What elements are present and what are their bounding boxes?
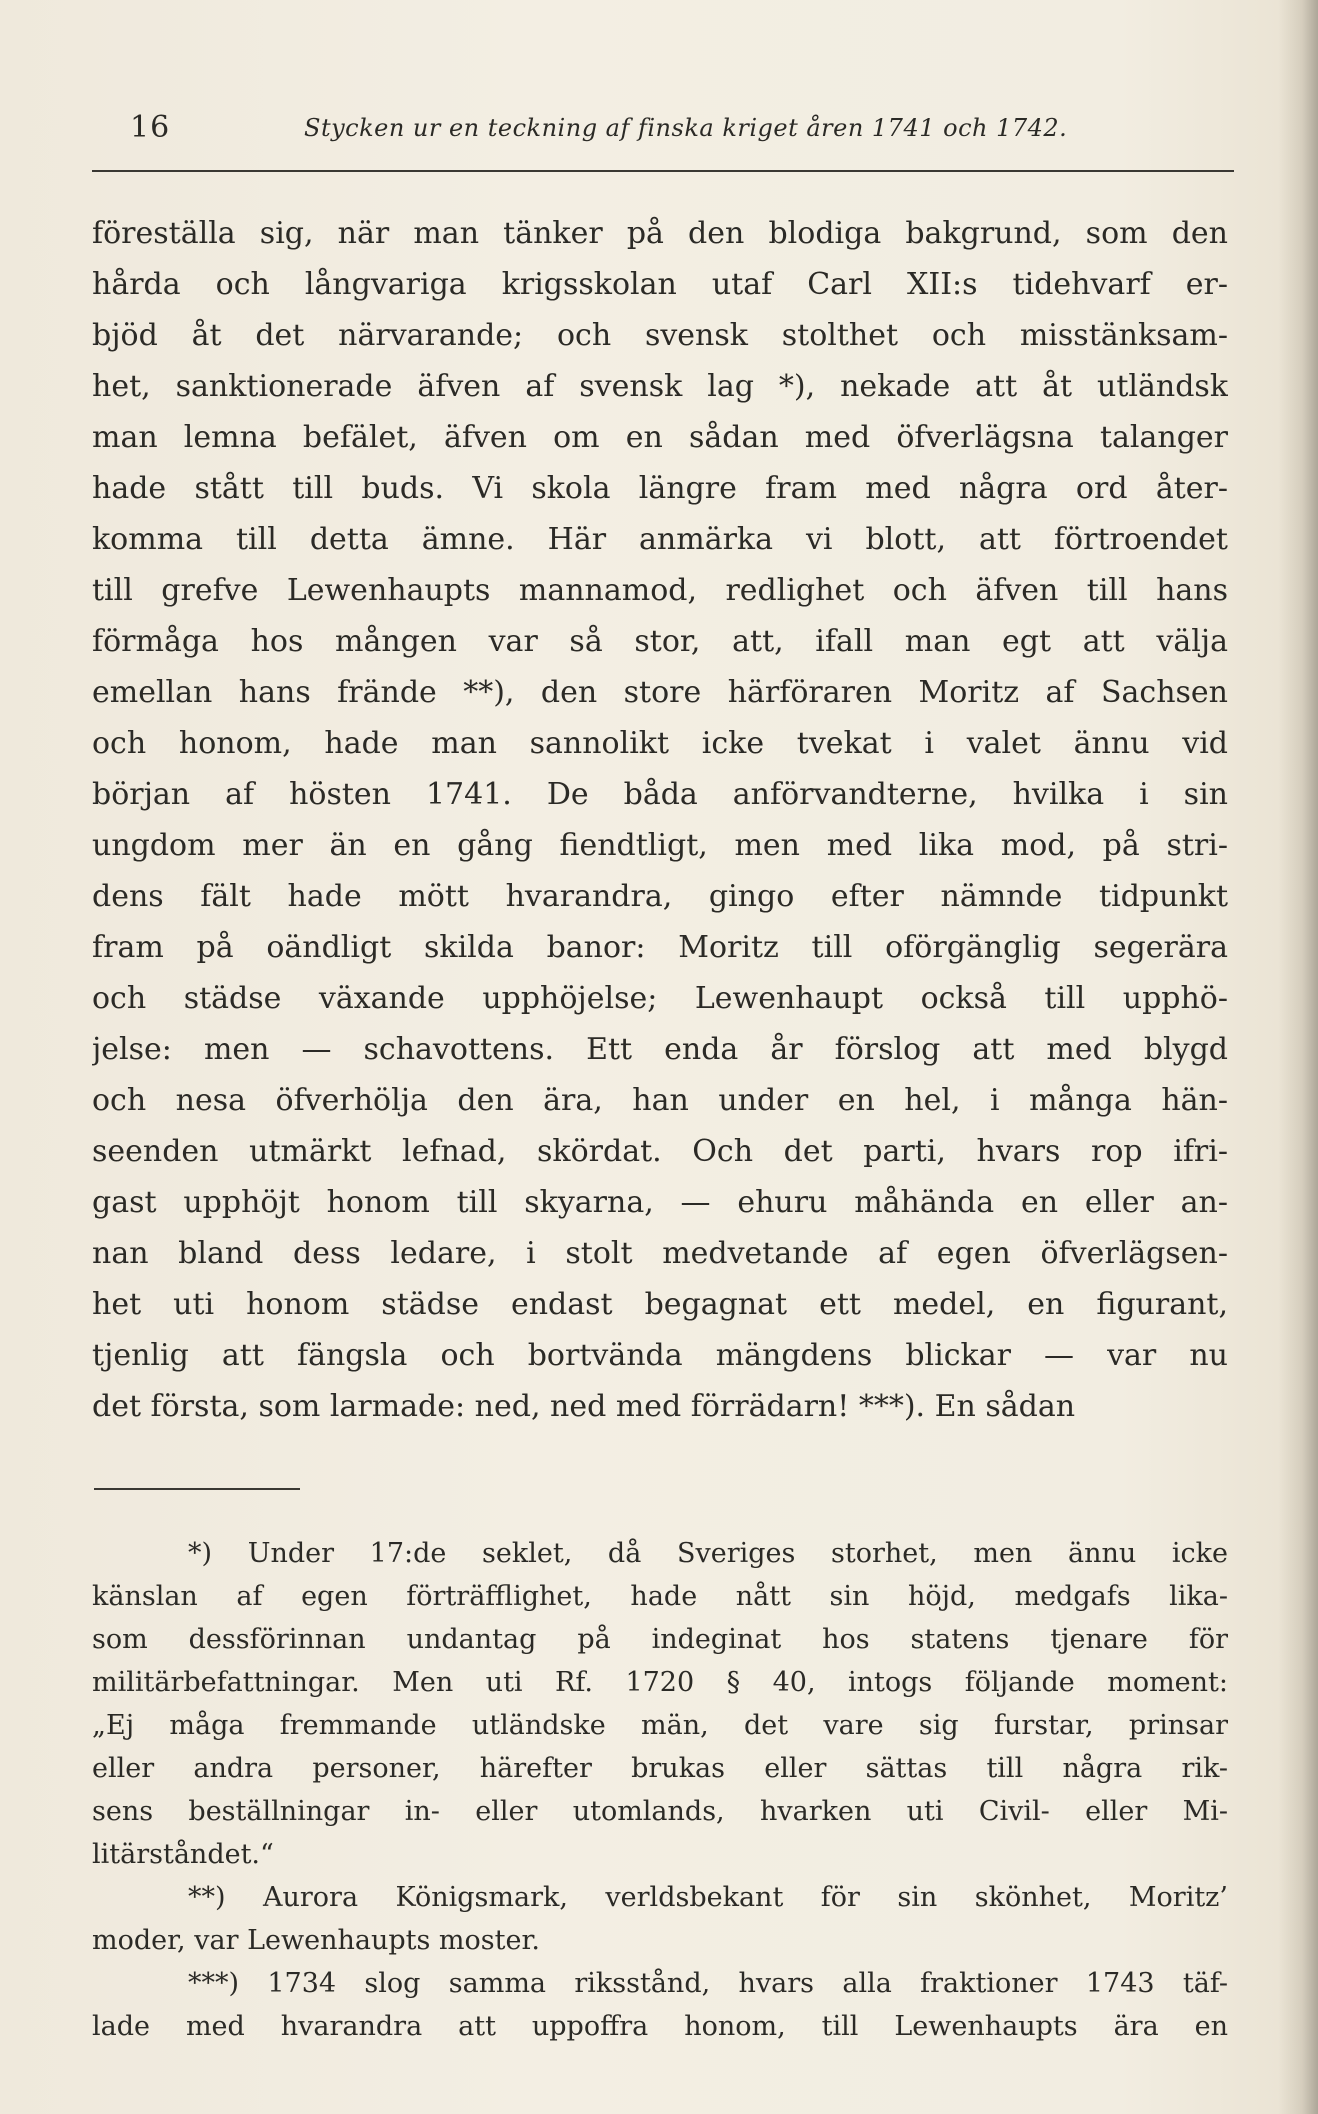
- body-line: hade stått till buds. Vi skola längre fram med några ord åter-: [92, 471, 1228, 506]
- body-line: tjenlig att fängsla och bortvända mängdens blickar — var nu: [92, 1338, 1228, 1373]
- body-line: emellan hans frände **), den store härföraren Moritz af Sachsen: [92, 675, 1228, 710]
- body-line: och honom, hade man sannolikt icke tvekat i valet ännu vid: [92, 726, 1228, 761]
- header-rule: [92, 170, 1234, 172]
- body-line: man lemna befälet, äfven om en sådan med öfverlägsna talanger: [92, 420, 1228, 455]
- body-line: gast upphöjt honom till skyarna, — ehuru måhända en eller an-: [92, 1185, 1228, 1220]
- body-line: och städse växande upphöjelse; Lewenhaupt också till upphö-: [92, 981, 1228, 1016]
- footnote-line: känslan af egen förträfflighet, hade nått sin höjd, medgafs lika-: [92, 1581, 1228, 1612]
- footnote-line: ***) 1734 slog samma riksstånd, hvars alla fraktioner 1743 täf-: [188, 1968, 1228, 1999]
- footnote-line: sens beställningar in- eller utomlands, hvarken uti Civil- eller Mi-: [92, 1796, 1228, 1827]
- footnote-line: som dessförinnan undantag på indeginat hos statens tjenare för: [92, 1624, 1228, 1655]
- footnote-line: **) Aurora Königsmark, verldsbekant för sin skönhet, Moritz’: [188, 1882, 1228, 1913]
- body-line: till grefve Lewenhaupts mannamod, redlighet och äfven till hans: [92, 573, 1228, 608]
- page-edge-shadow: [1278, 0, 1318, 2114]
- body-line: seenden utmärkt lefnad, skördat. Och det parti, hvars rop ifri-: [92, 1134, 1228, 1169]
- footnote-line: eller andra personer, härefter brukas eller sättas till några rik-: [92, 1753, 1228, 1784]
- body-line: jelse: men — schavottens. Ett enda år förslog att med blygd: [92, 1032, 1228, 1067]
- footnote-line: militärbefattningar. Men uti Rf. 1720 § 40, intogs följande moment:: [92, 1667, 1228, 1698]
- body-line: det första, som larmade: ned, ned med förrädarn! ***). En sådan: [92, 1389, 1076, 1424]
- body-line: ungdom mer än en gång fiendtligt, men med lika mod, på stri-: [92, 828, 1228, 863]
- footnote-line: moder, var Lewenhaupts moster.: [92, 1925, 540, 1956]
- body-line: hårda och långvariga krigsskolan utaf Carl XII:s tidehvarf er-: [92, 267, 1228, 302]
- body-line: het uti honom städse endast begagnat ett medel, en figurant,: [92, 1287, 1228, 1322]
- body-line: dens fält hade mött hvarandra, gingo efter nämnde tidpunkt: [92, 879, 1228, 914]
- footnotes: [92, 1532, 1228, 2048]
- footnote-line: „Ej måga fremmande utländske män, det vare sig furstar, prinsar: [92, 1710, 1228, 1741]
- page-header: [130, 110, 1230, 150]
- footnote-line: litärståndet.“: [92, 1839, 274, 1870]
- body-line: och nesa öfverhölja den ära, han under en hel, i många hän-: [92, 1083, 1228, 1118]
- running-title: Stycken ur en teckning af finska kriget åren 1741 och 1742.: [304, 114, 1068, 142]
- footnote-line: lade med hvarandra att uppoffra honom, till Lewenhaupts ära en: [92, 2011, 1228, 2042]
- body-line: förmåga hos mången var så stor, att, ifall man egt att välja: [92, 624, 1228, 659]
- body-line: föreställa sig, när man tänker på den blodiga bakgrund, som den: [92, 216, 1228, 251]
- body-line: het, sanktionerade äfven af svensk lag *), nekade att åt utländsk: [92, 369, 1228, 404]
- body-text: [92, 208, 1228, 1432]
- body-line: fram på oändligt skilda banor: Moritz till oförgänglig segerära: [92, 930, 1228, 965]
- footnote-line: *) Under 17:de seklet, då Sveriges storhet, men ännu icke: [188, 1538, 1228, 1569]
- footnote-rule: [94, 1488, 300, 1490]
- body-line: komma till detta ämne. Här anmärka vi blott, att förtroendet: [92, 522, 1228, 557]
- page-number: 16: [130, 110, 171, 145]
- body-line: bjöd åt det närvarande; och svensk stolthet och misstänksam-: [92, 318, 1228, 353]
- body-line: början af hösten 1741. De båda anförvandterne, hvilka i sin: [92, 777, 1228, 812]
- body-line: nan bland dess ledare, i stolt medvetande af egen öfverlägsen-: [92, 1236, 1228, 1271]
